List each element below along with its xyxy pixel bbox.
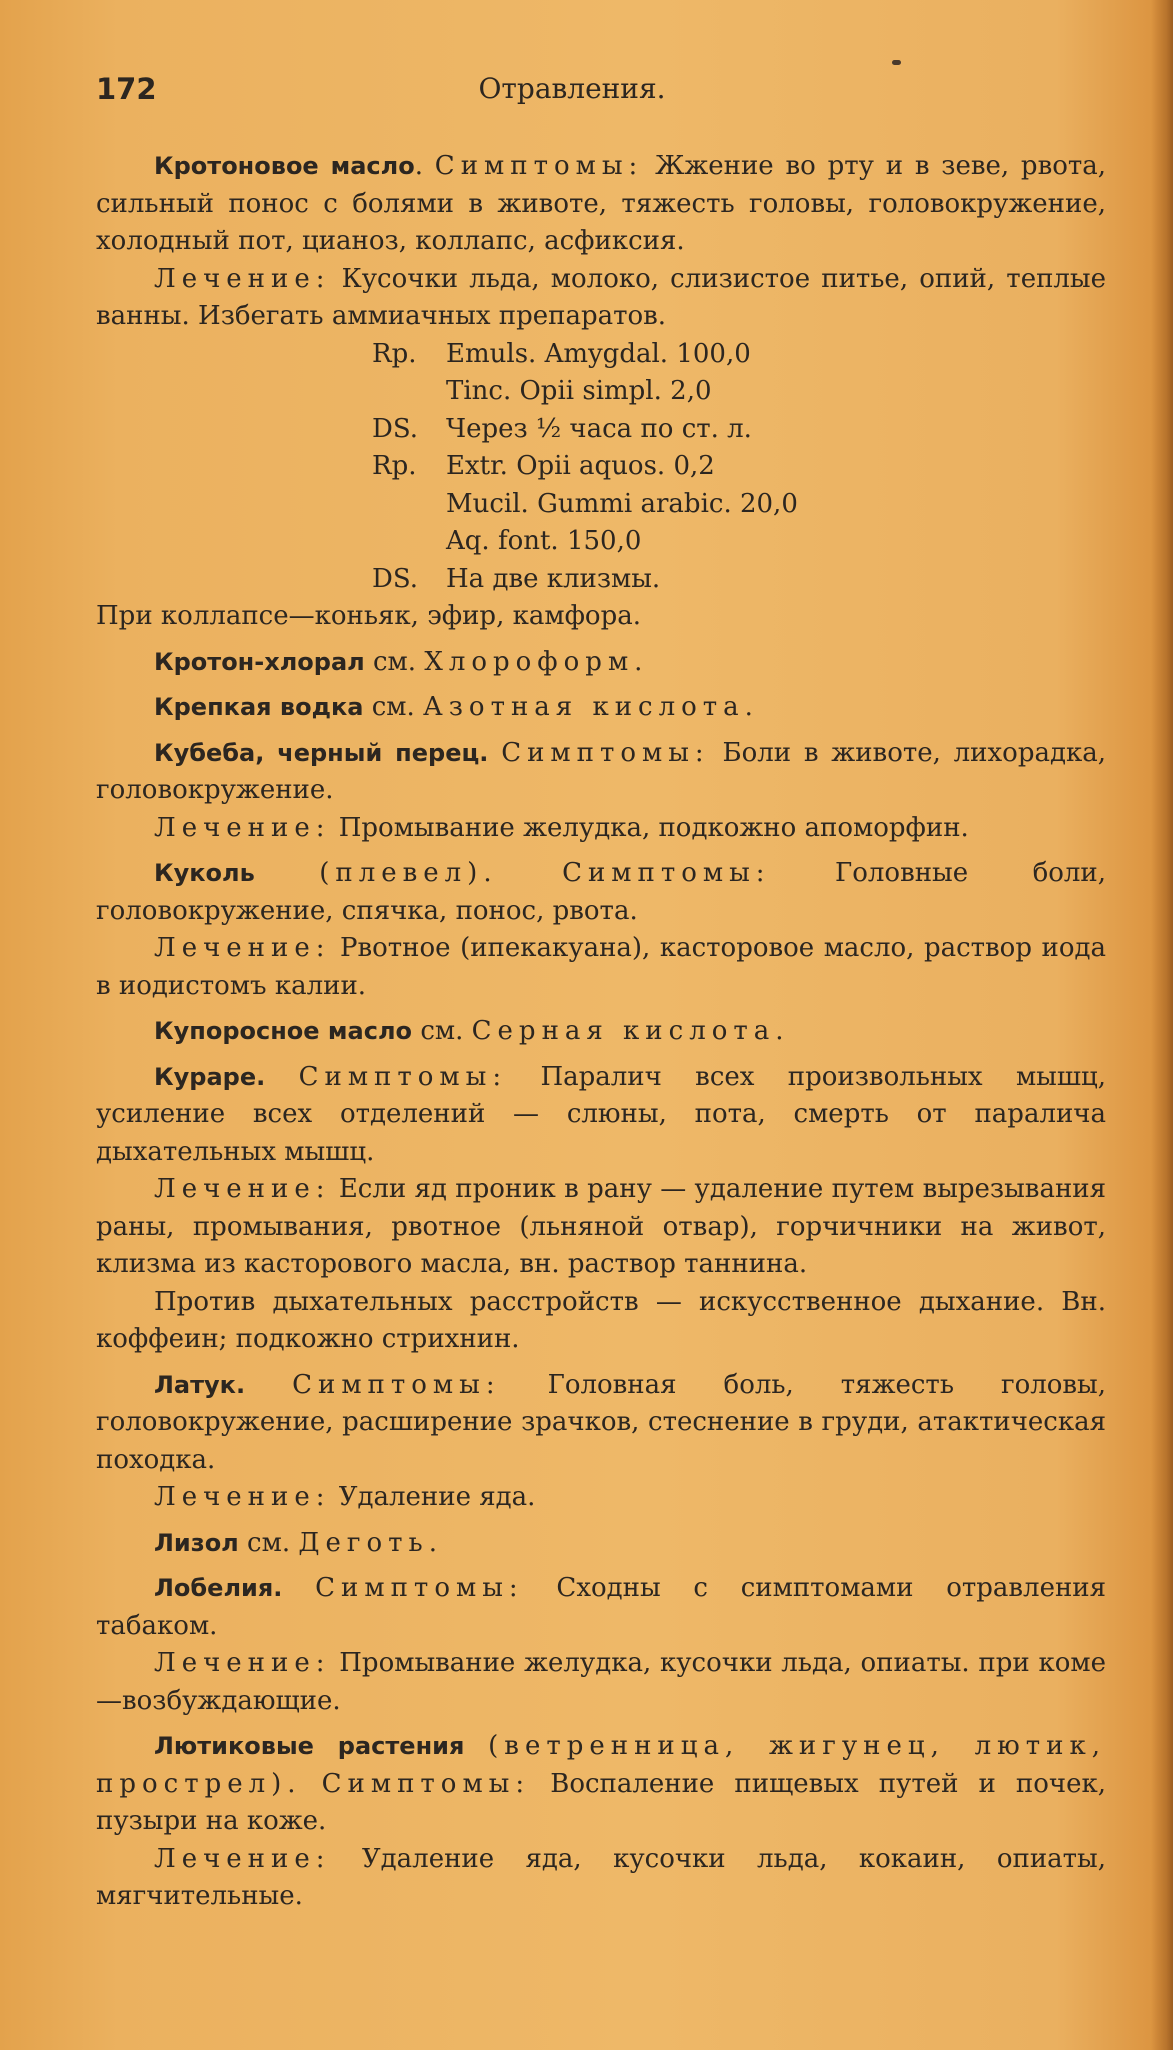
- symptoms-label: Симптомы:: [298, 1061, 508, 1092]
- entry-term: Купоросное масло: [154, 1017, 413, 1045]
- entry-term: Кубеба, черный перец.: [154, 738, 489, 767]
- see-label: см.: [420, 1016, 464, 1046]
- symptoms-label: Симптомы:: [315, 1573, 524, 1603]
- prescription-line: DS. Через ½ часа по ст. л.: [372, 413, 752, 444]
- entry-lobelia: [96, 1570, 1106, 1720]
- symptoms-label: Симптомы:: [292, 1369, 501, 1400]
- symptoms-paragraph: [96, 1728, 1106, 1841]
- treatment-text: Удаление яда, кусочки льда, кокаин, опиаты, мягчительные.: [96, 1843, 1106, 1911]
- symptoms-text: Головные боли, головокружение, спячка, понос, рвота.: [96, 858, 1106, 926]
- symptoms-text: Головная боль, тяжесть головы, головокружение, расширение зрачков, стеснение в груди, атактическая походка.: [96, 1369, 1107, 1475]
- symptoms-label: Симптомы:: [562, 858, 771, 888]
- entry-kuporosnoe-maslo: [96, 1013, 1106, 1051]
- prescription-line: Rp. Extr. Opii aquos. 0,2: [372, 451, 715, 481]
- entry-term: Крепкая водка: [154, 693, 364, 721]
- cross-reference: Серная кислота.: [471, 1016, 790, 1046]
- cross-reference: Хлороформ.: [424, 646, 649, 677]
- alt-name: (ветренница, жигунец, лютик, прострел).: [96, 1731, 1106, 1799]
- cross-reference: Азотная кислота.: [423, 692, 759, 722]
- symptoms-text: Воспаление пищевых путей и почек, пузыри на коже.: [96, 1768, 1107, 1836]
- symptoms-label: Симптомы:: [434, 151, 644, 181]
- page-edge-shadow: [1151, 0, 1173, 2050]
- page-content: [96, 148, 1106, 1924]
- entry-krepkaya-vodka: [96, 689, 1106, 727]
- prescription-block: [372, 336, 1106, 599]
- symptoms-paragraph: Кротоновое масло. Симптомы: Жжение во рту и в зеве, рвота, сильный понос с болями в животе, тяжесть головы, головокружение, холодный пот, цианоз, коллапс, асфиксия.: [96, 151, 1107, 256]
- treatment-label: Лечение:: [154, 1648, 331, 1678]
- prescription-line: Aq. font. 150,0: [446, 526, 642, 556]
- entry-kukol: [96, 855, 1106, 1005]
- entry-kroton-oil: [96, 148, 1106, 636]
- entry-lyutikovye: [96, 1728, 1106, 1916]
- treatment-text: Если яд проник в рану — удаление путем вырезывания раны, промывания, рвотное (льняной отвар), горчичники на живот, клизма из касторового масла, вн. раствор таннина.: [96, 1174, 1107, 1279]
- alt-name: (плевел).: [319, 858, 498, 888]
- symptoms-paragraph: [96, 1059, 1106, 1172]
- symptoms-paragraph: [96, 855, 1106, 930]
- entry-latuk: [96, 1367, 1106, 1517]
- entry-lizol: [96, 1525, 1106, 1563]
- treatment-label: Лечение:: [154, 933, 331, 963]
- treatment-text: Кусочки льда, молоко, слизистое питье, опий, теплые ванны. Избегать аммиачных препаратов.: [96, 263, 1107, 331]
- entry-term: Кураре.: [154, 1062, 266, 1091]
- treatment-paragraph: [96, 261, 1106, 336]
- entry-kubeba: [96, 735, 1106, 848]
- entry-term: Латук.: [154, 1370, 246, 1399]
- entry-term: Кротон-хлорал: [154, 647, 365, 676]
- entry-kurare: [96, 1059, 1106, 1359]
- see-label: см.: [371, 692, 415, 722]
- cross-reference: Деготь.: [298, 1527, 443, 1558]
- treatment-text: Промывание желудка, кусочки льда, опиаты. при коме—возбуждающие.: [96, 1648, 1107, 1716]
- entry-term: Лизол: [154, 1528, 239, 1557]
- treatment-paragraph: [96, 1841, 1106, 1916]
- treatment-paragraph: [96, 930, 1106, 1005]
- page-number: 172: [96, 72, 157, 106]
- treatment-paragraph: [96, 1645, 1106, 1720]
- collapse-paragraph: При коллапсе—коньяк, эфир, камфора.: [96, 601, 641, 631]
- treatment-text: Удаление яда.: [338, 1482, 536, 1512]
- entry-kroton-chloral: [96, 644, 1106, 682]
- treatment-text: Рвотное (ипекакуана), касторовое масло, раствор иода в иодистомъ калии.: [96, 933, 1107, 1001]
- prescription-line: Mucil. Gummi arabic. 20,0: [446, 488, 798, 519]
- running-title: Отравления.: [478, 72, 666, 105]
- symptoms-label: Симптомы:: [501, 737, 710, 768]
- symptoms-paragraph: [96, 735, 1106, 810]
- treatment-paragraph: [96, 810, 1106, 848]
- treatment-paragraph: [96, 1171, 1106, 1284]
- treatment-label: Лечение:: [154, 1482, 331, 1512]
- treatment-text: Промывание желудка, подкожно апоморфин.: [338, 812, 969, 843]
- symptoms-text: Сходны с симптомами отравления табаком.: [96, 1573, 1107, 1641]
- entry-term: Куколь: [154, 859, 255, 887]
- treatment-label: Лечение:: [154, 1843, 331, 1874]
- prescription-line: Rp. Emuls. Amygdal. 100,0: [372, 338, 751, 369]
- treatment-label: Лечение:: [154, 812, 331, 843]
- symptoms-text: Паралич всех произвольных мышц, усиление всех отделений — слюны, пота, смерть от паралича дыхательных мышц.: [96, 1061, 1107, 1167]
- symptoms-label: Симптомы:: [321, 1768, 531, 1799]
- additional-paragraph: Против дыхательных расстройств — искусственное дыхание. Вн. коффеин; подкожно стрихнин.: [96, 1286, 1106, 1354]
- symptoms-paragraph: [96, 1367, 1106, 1480]
- entry-term: Лютиковые растения: [154, 1732, 465, 1760]
- treatment-label: Лечение:: [154, 263, 331, 294]
- page-header: [96, 72, 1048, 112]
- symptoms-text: Боли в животе, лихорадка, головокружение.: [96, 737, 1106, 805]
- symptoms-text: Жжение во рту и в зеве, рвота, сильный понос с болями в животе, тяжесть головы, головокружение, холодный пот, цианоз, коллапс, асфиксия.: [96, 151, 1107, 256]
- treatment-label: Лечение:: [154, 1174, 331, 1204]
- treatment-paragraph: [96, 1479, 1106, 1517]
- see-label: см.: [373, 646, 417, 677]
- prescription-line: Tinc. Opii simpl. 2,0: [446, 376, 712, 406]
- entry-term: Лобелия.: [154, 1574, 283, 1602]
- symptoms-paragraph: [96, 1570, 1106, 1645]
- prescription-line: DS. На две клизмы.: [372, 563, 661, 594]
- entry-term: Кротоновое масло: [154, 152, 415, 180]
- ink-speck: [892, 60, 901, 65]
- see-label: см.: [247, 1527, 291, 1558]
